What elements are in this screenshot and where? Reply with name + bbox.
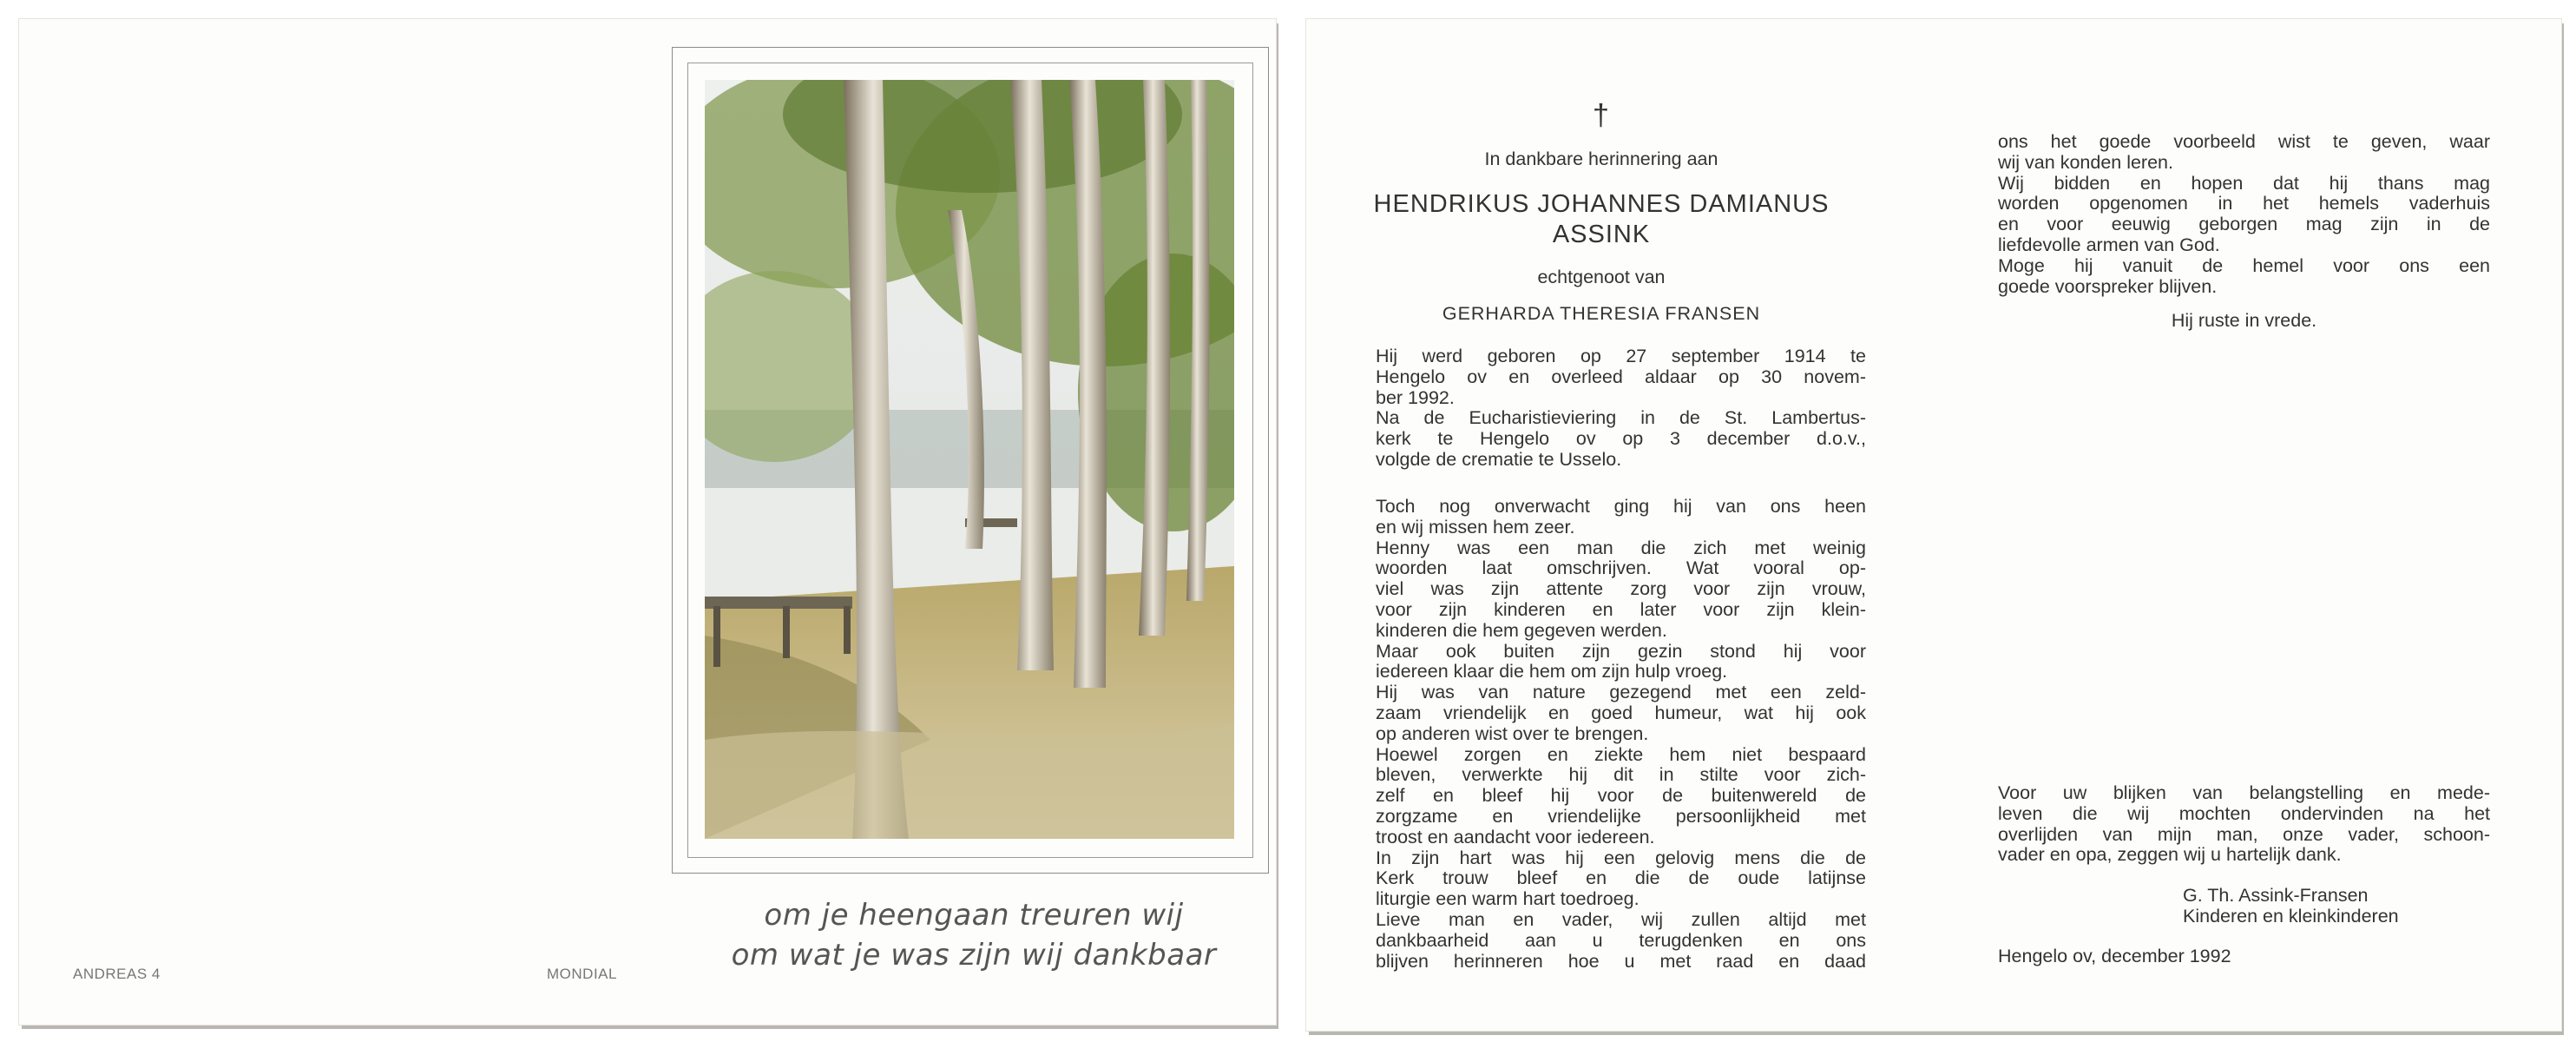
text-line: liefdevolle armen van God. [1998, 234, 2220, 255]
text-line: viel was zijn attente zorg voor zijn vrouw, [1376, 578, 1866, 600]
text-line: voor zijn kinderen en later voor zijn klein- [1376, 598, 1866, 620]
card-cover [19, 19, 1276, 1025]
thanks-line: leven die wij mochten ondervinden na het [1998, 802, 2490, 824]
poem-line-1: om je heengaan treuren wij [764, 898, 1184, 933]
text-line: Moge hij vanuit de hemel voor ons een [1998, 254, 2490, 276]
cross-icon: † [1593, 99, 1609, 132]
signature-family: Kinderen en kleinkinderen [2183, 906, 2399, 927]
imprint-mondial: MONDIAL [547, 966, 617, 982]
poem-line-2: om wat je was zijn wij dankbaar [731, 938, 1217, 973]
thanks-line: Voor uw blijken van belangstelling en mede- [1998, 782, 2490, 803]
card-text [1306, 19, 2561, 1031]
rest-in-peace: Hij ruste in vrede. [2171, 310, 2317, 331]
deceased-name-line-2: ASSINK [1552, 221, 1651, 248]
signature-name: G. Th. Assink-Fransen [2183, 885, 2369, 906]
text-line: Hij was van nature gezegend met een zeld- [1376, 682, 1866, 703]
text-line: Henny was een man die zich met weinig [1376, 537, 1866, 558]
text-line: liturgie een warm hart toedroeg. [1376, 888, 1640, 910]
birch-lake-illustration [705, 80, 1234, 839]
text-line: Hoewel zorgen en ziekte hem niet bespaard [1376, 743, 1866, 765]
text-line: kinderen die hem gegeven werden. [1376, 619, 1667, 641]
text-line: wij van konden leren. [1998, 151, 2173, 173]
spouse-name: GERHARDA THERESIA FRANSEN [1442, 303, 1761, 324]
deceased-name-line-1: HENDRIKUS JOHANNES DAMIANUS [1373, 190, 1830, 218]
text-line: op anderen wist over te brengen. [1376, 722, 1649, 744]
bio-paragraph [1376, 346, 1866, 471]
text-line: en wij missen hem zeer. [1376, 516, 1575, 537]
text-line: zelf en bleef hij voor de buitenwereld de [1376, 785, 1866, 807]
text-line: dankbaarheid aan u terugdenken en ons [1376, 929, 1866, 951]
text-line: ons het goede voorbeeld wist te geven, waar [1998, 131, 2490, 152]
text-line: iedereen klaar die hem om zijn hulp vroeg. [1376, 661, 1728, 683]
memorial-text [1376, 497, 1866, 972]
text-line: In zijn hart was hij een gelovig mens die de [1376, 847, 1866, 868]
text-line: Toch nog onverwacht ging hij van ons heen [1376, 496, 1866, 517]
bio-line: volgde de crematie te Usselo. [1376, 448, 1622, 470]
intro-line: In dankbare herinnering aan [1484, 148, 1718, 169]
imprint-andreas: ANDREAS 4 [73, 966, 161, 982]
text-line: Kerk trouw bleef en die de oude latijnse [1376, 867, 1866, 889]
bio-line: kerk te Hengelo ov op 3 december d.o.v., [1376, 428, 1866, 450]
bio-line: ber 1992. [1376, 386, 1455, 408]
continuation-text [1998, 132, 2490, 297]
place-date: Hengelo ov, december 1992 [1998, 946, 2231, 966]
text-line: blijven herinneren hoe u met raad en daad [1376, 950, 1866, 972]
text-line: goede voorspreker blijven. [1998, 275, 2218, 297]
spouse-label: echtgenoot van [1537, 267, 1666, 287]
thanks-line: overlijden van mijn man, onze vader, schoon- [1998, 823, 2490, 845]
text-line: bleven, verwerkte hij dit in stilte voor zich- [1376, 764, 1866, 786]
bio-line: Hengelo ov en overleed aldaar op 30 novem- [1376, 366, 1866, 387]
bio-line: Hij werd geboren op 27 september 1914 te [1376, 346, 1866, 366]
thanks-paragraph [1998, 783, 2490, 866]
text-line: Maar ook buiten zijn gezin stond hij voor [1376, 640, 1866, 662]
text-line: zaam vriendelijk en goed humeur, wat hij ook [1376, 702, 1866, 723]
text-line: worden opgenomen in het hemels vaderhuis [1998, 193, 2490, 214]
text-line: woorden laat omschrijven. Wat vooral op- [1376, 557, 1866, 579]
thanks-line: vader en opa, zeggen wij u hartelijk dank. [1998, 844, 2342, 866]
text-line: Lieve man en vader, wij zullen altijd met [1376, 908, 1866, 930]
text-line: Wij bidden en hopen dat hij thans mag [1998, 172, 2490, 194]
birch-lake-photo [705, 80, 1234, 839]
text-line: troost en aandacht voor iedereen. [1376, 826, 1655, 847]
text-line: zorgzame en vriendelijke persoonlijkheid met [1376, 805, 1866, 827]
bio-line: Na de Eucharistieviering in de St. Lambertus- [1376, 407, 1866, 429]
text-line: en voor eeuwig geborgen mag zijn in de [1998, 214, 2490, 235]
